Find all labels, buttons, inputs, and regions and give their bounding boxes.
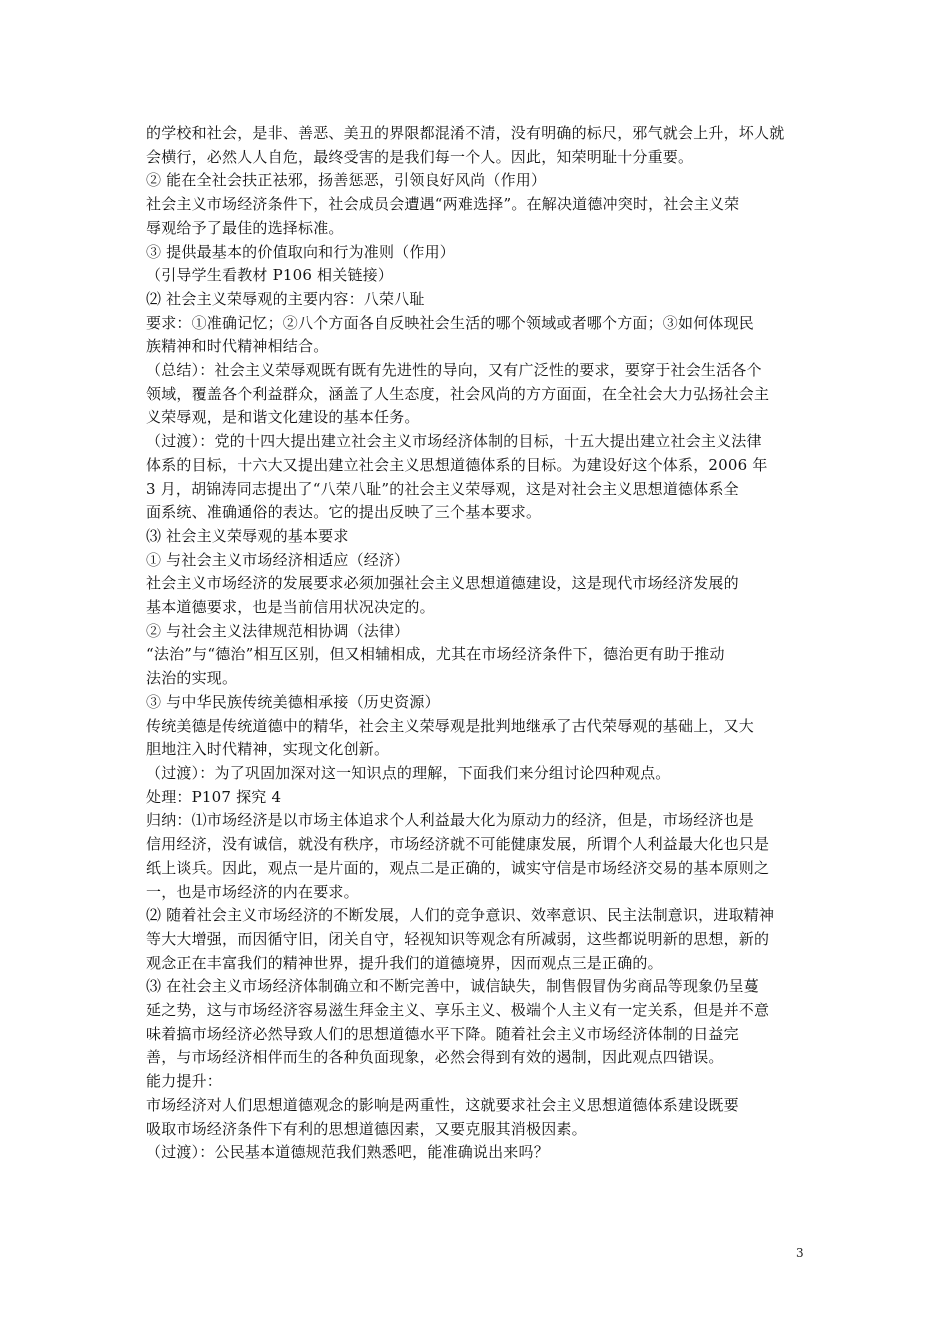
text-line: 市场经济对人们思想道德观念的影响是两重性，这就要求社会主义思想道德体系建设既要	[146, 1095, 739, 1114]
text-line: ⑵ 随着社会主义市场经济的不断发展，人们的竞争意识、效率意识、民主法制意识，进取精神	[146, 906, 775, 925]
text-line: 要求：①准确记忆；②八个方面各自反映社会生活的哪个领域或者哪个方面；③如何体现民	[146, 313, 755, 332]
text-line: 能力提升：	[146, 1072, 223, 1091]
text-line: 辱观给予了最佳的选择标准。	[146, 218, 344, 237]
text-line: 传统美德是传统道德中的精华，社会主义荣辱观是批判地继承了古代荣辱观的基础上，又大	[146, 716, 755, 735]
text-line: （过渡）：为了巩固加深对这一知识点的理解，下面我们来分组讨论四种观点。	[146, 763, 671, 782]
text-line: 吸取市场经济条件下有利的思想道德因素，又要克服其消极因素。	[146, 1119, 587, 1138]
text-line: ⑶ 社会主义荣辱观的基本要求	[146, 526, 349, 545]
text-line: ① 与社会主义市场经济相适应（经济）	[146, 550, 410, 569]
text-line: （引导学生看教材 P106 相关链接）	[146, 266, 394, 285]
text-line: （过渡）：党的十四大提出建立社会主义市场经济体制的目标，十五大提出建立社会主义法律	[146, 432, 762, 451]
text-line: 3 月，胡锦涛同志提出了“八荣八耻”的社会主义荣辱观，这是对社会主义思想道德体系全	[146, 479, 739, 498]
text-line: 等大大增强，而因循守旧，闭关自守，轻视知识等观念有所减弱，这些都说明新的思想，新的	[146, 929, 770, 948]
text-line: 社会主义市场经济的发展要求必须加强社会主义思想道德建设，这是现代市场经济发展的	[146, 574, 739, 593]
text-line: 法治的实现。	[146, 669, 238, 688]
text-line: “法治”与“德治”相互区别，但又相辅相成，尤其在市场经济条件下，德治更有助于推动	[146, 645, 725, 664]
text-line: 味着搞市场经济必然导致人们的思想道德水平下降。随着社会主义市场经济体制的日益完	[146, 1024, 739, 1043]
text-line: 体系的目标，十六大又提出建立社会主义思想道德体系的目标。为建设好这个体系，2006 年	[146, 455, 768, 474]
text-line: ③ 提供最基本的价值取向和行为准则（作用）	[146, 242, 455, 261]
text-line: （总结）：社会主义荣辱观既有既有先进性的导向，又有广泛性的要求，要穿于社会生活各个	[146, 361, 762, 380]
text-line: ② 能在全社会扶正祛邪，扬善惩恶，引领良好风尚（作用）	[146, 171, 547, 190]
text-line: 信用经济，没有诚信，就没有秩序，市场经济就不可能健康发展，所谓个人利益最大化也只是	[146, 835, 770, 854]
text-line: 归纳：⑴市场经济是以市场主体追求个人利益最大化为原动力的经济，但是，市场经济也是	[146, 811, 755, 830]
text-line: （过渡）：公民基本道德规范我们熟悉吧，能准确说出来吗？	[146, 1143, 549, 1162]
text-line: 纸上谈兵。因此，观点一是片面的，观点二是正确的，诚实守信是市场经济交易的基本原则之	[146, 858, 770, 877]
text-line: 善，与市场经济相伴而生的各种负面现象，必然会得到有效的遏制，因此观点四错误。	[146, 1048, 724, 1067]
text-line: 族精神和时代精神相结合。	[146, 337, 329, 356]
text-line: ⑶ 在社会主义市场经济体制确立和不断完善中，诚信缺失，制售假冒伪劣商品等现象仍呈蔓	[146, 977, 759, 996]
text-line: 领域，覆盖各个利益群众，涵盖了人生态度，社会风尚的方方面面，在全社会大力弘扬社会主	[146, 384, 770, 403]
text-line: 面系统、准确通俗的表达。它的提出反映了三个基本要求。	[146, 503, 542, 522]
text-line: 基本道德要求，也是当前信用状况决定的。	[146, 598, 435, 617]
page-number: 3	[796, 1246, 804, 1260]
text-line: 的学校和社会，是非、善恶、美丑的界限都混淆不清，没有明确的标尺，邪气就会上升，坏人就	[146, 124, 785, 142]
text-line: 观念正在丰富我们的精神世界，提升我们的道德境界，因而观点三是正确的。	[146, 953, 663, 972]
body-text	[146, 122, 810, 1165]
text-line: 处理：P107 探究 4	[146, 787, 282, 806]
text-line: ② 与社会主义法律规范相协调（法律）	[146, 621, 410, 640]
text-line: ③ 与中华民族传统美德相承接（历史资源）	[146, 692, 440, 711]
text-line: 会横行，必然人人自危，最终受害的是我们每一个人。因此，知荣明耻十分重要。	[146, 147, 694, 166]
text-line: 社会主义市场经济条件下，社会成员会遭遇“两难选择”。在解决道德冲突时，社会主义荣	[146, 195, 740, 214]
text-line: 义荣辱观，是和谐文化建设的基本任务。	[146, 408, 420, 427]
text-line: 延之势，这与市场经济容易滋生拜金主义、享乐主义、极端个人主义有一定关系，但是并不意	[146, 1001, 770, 1020]
text-line: 一，也是市场经济的内在要求。	[146, 882, 359, 901]
text-line: 胆地注入时代精神，实现文化创新。	[146, 740, 390, 759]
text-line: ⑵ 社会主义荣辱观的主要内容：八荣八耻	[146, 289, 425, 308]
